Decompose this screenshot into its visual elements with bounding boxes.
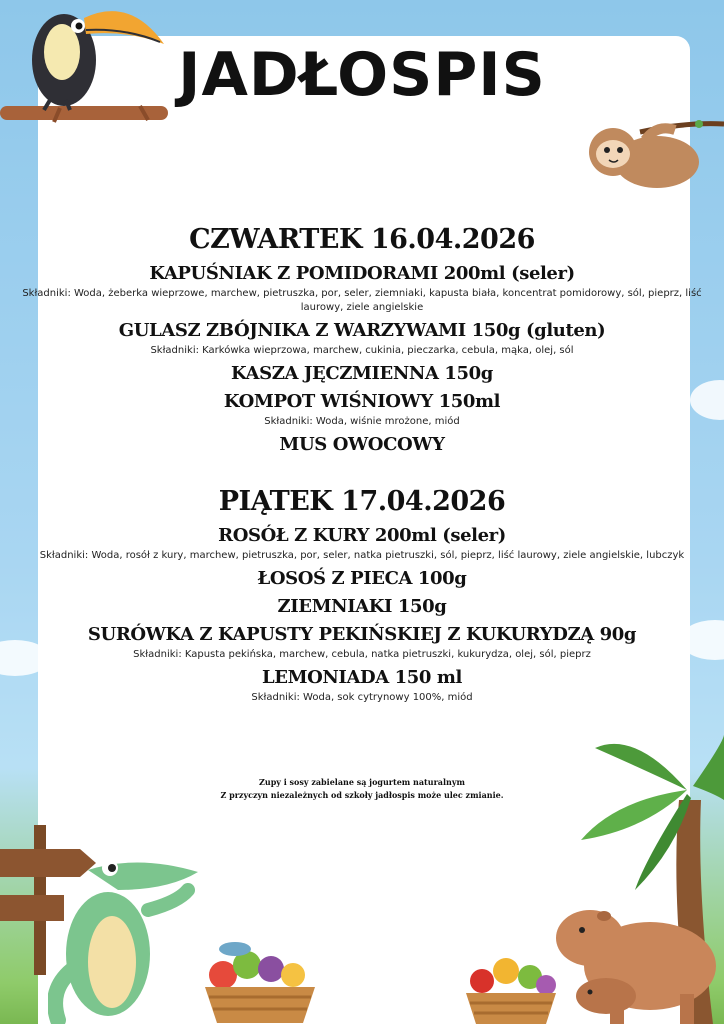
dish-ingredients: Składniki: Karkówka wieprzowa, marchew, cukinia, pieczarka, cebula, mąka, olej, sól: [150, 345, 574, 356]
fruit-basket-illustration: [460, 945, 560, 1024]
dish-name: ZIEMNIAKI 150g: [277, 596, 447, 617]
dish-ingredients: Składniki: Woda, sok cytrynowy 100%, miód: [251, 692, 473, 703]
dish-ingredients: Składniki: Woda, rosół z kury, marchew, pietruszka, por, seler, natka pietruszki, sól, pieprz, liść laurowy, ziele angielskie, lubczyk: [39, 550, 685, 561]
day-section-thursday: [0, 224, 724, 458]
fruit-basket-illustration: [195, 935, 325, 1024]
capybara-illustration: [550, 890, 724, 1024]
page-title: JADŁOSPIS: [178, 40, 546, 110]
dish-ingredients: Składniki: Woda, wiśnie mrożone, miód: [264, 416, 460, 427]
dish-name: ROSÓŁ Z KURY 200ml (seler): [218, 525, 506, 546]
dish-name: ŁOSOŚ Z PIECA 100g: [257, 568, 467, 589]
dish-name: KASZA JĘCZMIENNA 150g: [231, 363, 493, 384]
dish-name: LEMONIADA 150 ml: [262, 667, 462, 688]
dish-name: KOMPOT WIŚNIOWY 150ml: [223, 391, 501, 412]
footer-note: Z przyczyn niezależnych od szkoły jadłospis może ulec zmianie.: [220, 790, 504, 800]
footer-note: Zupy i sosy zabielane są jogurtem naturalnym: [259, 777, 465, 787]
dish-ingredients: Składniki: Kapusta pekińska, marchew, cebula, natka pietruszki, kukurydza, olej, sól, pieprz: [133, 649, 591, 660]
sloth-illustration: [585, 110, 724, 210]
dish-name: SURÓWKA Z KAPUSTY PEKIŃSKIEJ Z KUKURYDZĄ 90g: [87, 624, 637, 645]
dish-name: GULASZ ZBÓJNIKA Z WARZYWAMI 150g (gluten): [118, 320, 606, 341]
day-heading: CZWARTEK 16.04.2026: [189, 224, 535, 255]
day-heading: PIĄTEK 17.04.2026: [218, 486, 506, 517]
dish-ingredients: Składniki: Woda, żeberka wieprzowe, marchew, pietruszka, por, seler, ziemniaki, kapusta biała, koncentrat pomidorowy, sól, pieprz, liść laurowy, ziele angielskie: [22, 288, 702, 313]
crocodile-illustration: [48, 850, 208, 1024]
day-section-friday: [0, 486, 724, 708]
dish-name: MUS OWOCOWY: [279, 434, 445, 455]
dish-name: KAPUŚNIAK Z POMIDORAMI 200ml (seler): [149, 263, 575, 284]
